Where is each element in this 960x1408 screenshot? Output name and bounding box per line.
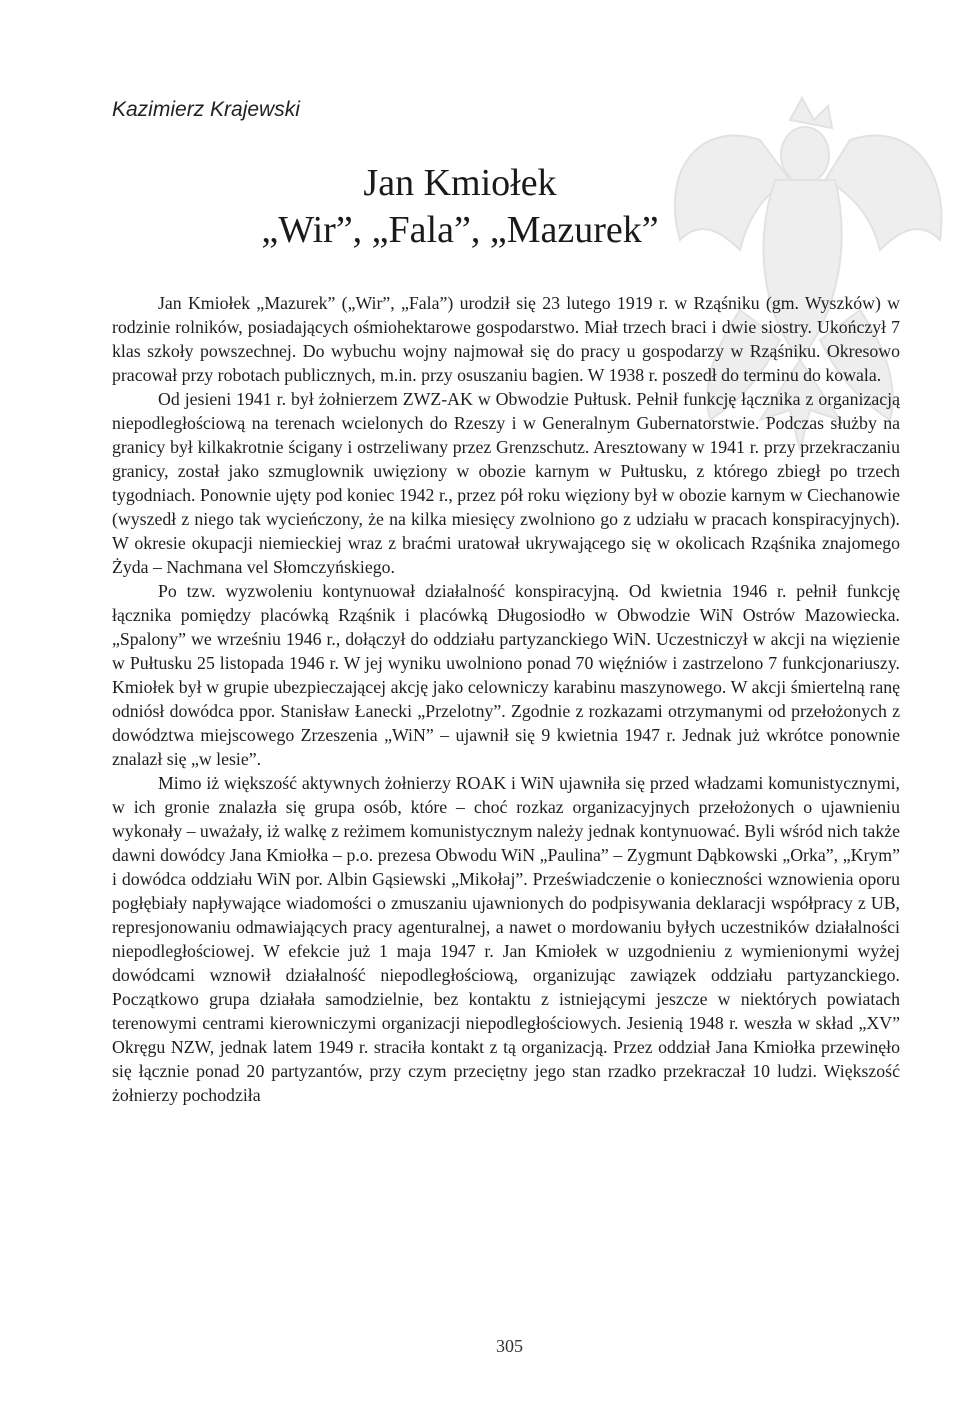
paragraph: Jan Kmiołek „Mazurek” („Wir”, „Fala”) urodził się 23 lutego 1919 r. w Rząśniku (gm. Wyszków) w rodzinie rolników, posiadających ośmiohektarowe gospodarstwo. Miał trzech braci i dwie siostry. Ukończył 7 klas szkoły powszechnej. Do wybuchu wojny najmował się do pracy u gospodarzy w Rząśniku. Okresowo pracował przy robotach publicznych, m.in. przy osuszaniu bagien. W 1938 r. poszedł do terminu do kowala. bbox=[112, 293, 900, 385]
paragraph: Od jesieni 1941 r. był żołnierzem ZWZ-AK w Obwodzie Pułtusk. Pełnił funkcję łącznika z organizacją niepodległościową na terenach wcielonych do Rzeszy i w Generalnym Gubernatorstwie. Podczas służby na granicy był kilkakrotnie ścigany i ostrzeliwany przez Grenzschutz. Aresztowany w 1941 r. przy przekraczaniu granicy, został jako szmuglownik uwięziony w obozie karnym w Pułtusku, z którego zbiegł po trzech tygodniach. Ponownie ujęty pod koniec 1942 r., przez pół roku więziony był w obozie karnym w Ciechanowie (wyszedł z niego tak wycieńczony, że na kilka miesięcy zwolniono go z udziału w pracach konspiracyjnych). W okresie okupacji niemieckiej wraz z braćmi uratował ukrywającego się w okolicach Rząśnika znajomego Żyda – Nachmana vel Słomczyńskiego. bbox=[112, 389, 900, 577]
paragraph: Mimo iż większość aktywnych żołnierzy ROAK i WiN ujawniła się przed władzami komunistycznymi, w ich gronie znalazła się grupa osób, które – choć rozkaz organizacyjnych przełożonych o ujawnieniu wykonały – uważały, iż walkę z reżimem komunistycznym należy jednak kontynuować. Byli wśród nich także dawni dowódcy Jana Kmiołka – p.o. prezesa Obwodu WiN „Paulina” – Zygmunt Dąbkowski „Orka”, „Krym” i dowódca oddziału WiN por. Albin Gąsiewski „Mikołaj”. Przeświadczenie o konieczności wznowienia oporu pogłębiały napływające wiadomości o zmuszaniu ujawnionych do podpisywania deklaracji współpracy z UB, represjonowaniu odmawiających pracy agenturalnej, a nawet o mordowaniu byłych uczestników działalności niepodległościowej. W efekcie już 1 maja 1947 r. Jan Kmiołek w uzgodnieniu z wymienionymi wyżej dowódcami wznowił działalność niepodległościową, organizując zawiązek oddziału partyzanckiego. Początkowo grupa działała samodzielnie, bez kontaktu z istniejącymi jeszcze w niektórych powiatach terenowymi centrami kierowniczymi organizacji niepodległościowych. Jesienią 1948 r. weszła w skład „XV” Okręgu NZW, jednak latem 1949 r. straciła kontakt z tą organizacją. Przez oddział Jana Kmiołka przewinęło się łącznie ponad 20 partyzantów, przy czym przeciętny jego stan rzadko przekraczał 10 ludzi. Większość żołnierzy pochodziła bbox=[112, 773, 900, 1105]
article-pseudonyms: „Wir”, „Fala”, „Mazurek” bbox=[261, 209, 659, 251]
paragraph: Po tzw. wyzwoleniu kontynuował działalność konspiracyjną. Od kwietnia 1946 r. pełnił funkcję łącznika pomiędzy placówką Rząśnik i placówką Długosiodło w Obwodzie WiN Ostrów Mazowiecka. „Spalony” we wrześniu 1946 r., dołączył do oddziału partyzanckiego WiN. Uczestniczył w akcji na więzienie w Pułtusku 25 listopada 1946 r. W jej wyniku uwolniono ponad 70 więźniów i zastrzelono 7 funkcjonariuszy. Kmiołek był w grupie ubezpieczającej akcję jako celowniczy karabinu maszynowego. W akcji śmiertelną ranę odniósł dowódca ppor. Stanisław Łanecki „Przelotny”. Zgodnie z rozkazami otrzymanymi od przełożonych z dowództwa miejscowego Zrzeszenia „WiN” – ujawnił się 9 kwietnia 1947 r. Jednak już wkrótce ponownie znalazł się „w lesie”. bbox=[112, 581, 900, 769]
article-title: Jan Kmiołek bbox=[363, 162, 557, 204]
article-body bbox=[112, 291, 900, 1107]
author-name: Kazimierz Krajewski bbox=[112, 98, 300, 121]
page-number: 305 bbox=[496, 1336, 523, 1356]
